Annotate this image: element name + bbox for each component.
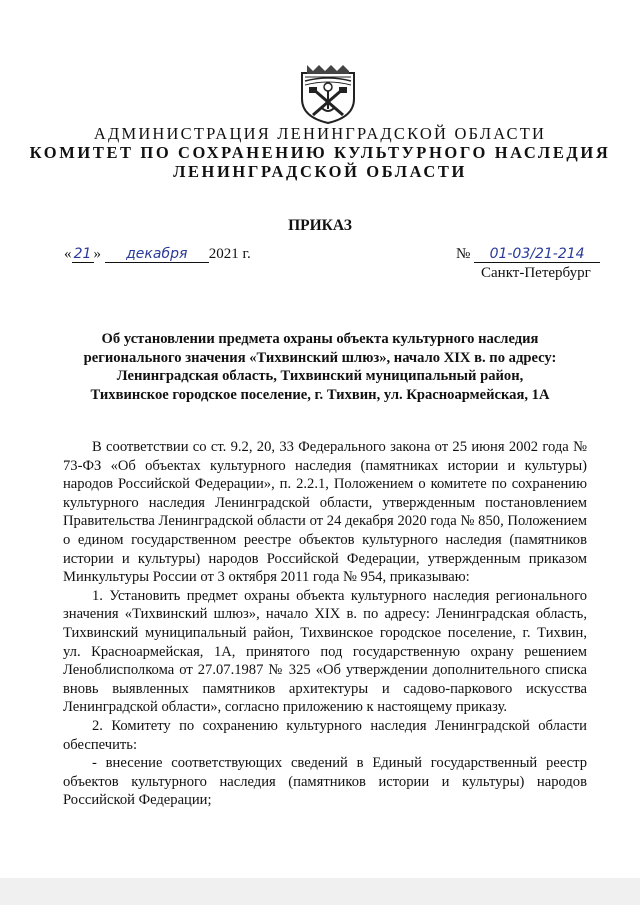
date-close-quote: » [93,246,101,262]
date-year: 2021 г. [208,246,251,262]
paragraph-item-2: 2. Комитету по сохранению культурного наследия Ленинградской области обеспечить: [63,717,587,753]
agency-name: АДМИНИСТРАЦИЯ ЛЕНИНГРАДСКОЙ ОБЛАСТИ [93,124,547,143]
order-number-value: 01-03/21-214 [474,246,600,263]
number-sign: № [456,246,471,262]
paragraph-preamble: В соответствии со ст. 9.2, 20, 33 Федерального закона от 25 июня 2002 года № 73-ФЗ «Об объектах культурного наследия (памятниках истории и культуры) народов Российской Федерации», п. 2.2.1, Положением о комитете по сохранению культурного наследия Ленинградской области, утвержденным постановлением Правительства Ленинградской области от 24 декабря 2020 года № 850, Положением о едином государственном реестре объектов культурного наследия (памятников истории и культуры) народов Российской Федерации, утвержденным приказом Минкультуры России от 3 октября 2011 года № 954, приказываю: [63,439,587,586]
committee-name: КОМИТЕТ ПО СОХРАНЕНИЮ КУЛЬТУРНОГО НАСЛЕДИЯ [29,143,611,162]
date-day: 21 [72,246,94,263]
date-open-quote: « [64,246,72,262]
date-month: декабря [105,246,209,263]
coat-of-arms-icon [299,61,357,125]
committee-region: ЛЕНИНГРАДСКОЙ ОБЛАСТИ [173,162,467,181]
paragraph-item-1: 1. Установить предмет охраны объекта культурного наследия регионального значения «Тихвинский шлюз», начало XIX в. по адресу: Ленинградская область, Тихвинский муниципальный район, Тихвинское городское поселение, г. Тихвин, ул. Красноармейская, 1А, принятого под государственную охрану решением Леноблисполкома от 27.07.1987 № 325 «Об утверждении дополнительного списка вновь выявленных памятников архитектуры и садово-паркового искусства Ленинградской области», согласно приложению к настоящему приказу. [63,587,587,716]
document-title: ПРИКАЗ [288,217,352,234]
document-body [63,438,587,810]
order-date [64,246,251,263]
city: Санкт-Петербург [481,265,591,281]
scan-bottom-margin [0,878,640,905]
order-subject: Об установлении предмета охраны объекта культурного наследия регионального значения «Тихвинский шлюз», начало XIX в. по адресу: Ленинградская область, Тихвинский муниципальный район, Тихвинское городское поселение, г. Тихвин, ул. Красноармейская, 1А [83,331,557,403]
paragraph-item-2-sub: - внесение соответствующих сведений в Единый государственный реестр объектов культурного наследия (памятников истории и культуры) народов Российской Федерации; [63,755,587,809]
order-number [456,246,600,263]
